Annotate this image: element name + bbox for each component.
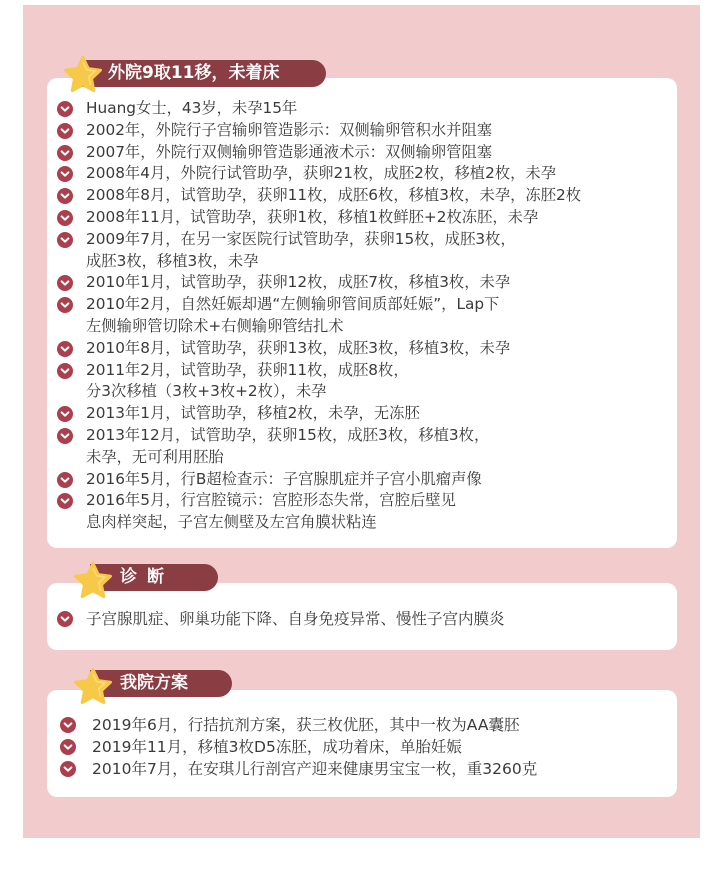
chevron-down-circle-icon [57,341,73,357]
chevron-down-circle-icon [57,123,73,139]
item-text: 2016年5月，行B超检查示：子宫腺肌症并子宫小肌瘤声像 [86,469,482,488]
list-item [57,425,672,469]
item-text: 2013年12月，试管助孕，获卵15枚，成胚3枚，移植3枚， [86,425,490,444]
list-item [57,360,672,404]
item-text: 2008年11月，试管助孕，获卵1枚，移植1枚鲜胚+2枚冻胚，未孕 [86,207,539,226]
star-icon [73,562,113,600]
item-text: 2009年7月，在另一家医院行试管助孕，获卵15枚，成胚3枚， [86,229,516,248]
chevron-down-circle-icon [57,297,73,313]
list-item [57,98,672,120]
item-text: 成胚3枚，移植3枚，未孕 [86,251,259,270]
section-title-diagnosis: 诊断 [90,564,218,591]
list-item [57,207,672,229]
item-text: 2013年1月，试管助孕，移植2枚，未孕，无冻胚 [86,404,420,423]
chevron-down-circle-icon [57,493,73,509]
list-item [57,403,672,425]
list-item [57,120,672,142]
item-text: 2011年2月，试管助孕，获卵11枚，成胚8枚， [86,360,409,379]
list-item [57,490,672,534]
item-text: 左侧输卵管切除术+右侧输卵管结扎术 [86,316,344,335]
list-item [57,338,672,360]
list-item [57,272,672,294]
item-text: 2019年6月，行拮抗剂方案，获三枚优胚，其中一枚为AA囊胚 [92,716,520,734]
item-text: 子宫腺肌症、卵巢功能下降、自身免疫异常、慢性子宫内膜炎 [86,610,505,628]
treatment-list [60,714,672,780]
chevron-down-circle-icon [57,101,73,117]
item-text: 2002年，外院行子宫输卵管造影示：双侧输卵管积水并阻塞 [86,120,493,139]
item-text: 2008年8月，试管助孕，获卵11枚，成胚6枚，移植3枚，未孕，冻胚2枚 [86,186,582,205]
item-text: 2010年7月，在安琪儿行剖宫产迎来健康男宝宝一枚，重3260克 [92,760,538,778]
diagnosis-list [57,608,672,630]
list-item [57,185,672,207]
chevron-down-circle-icon [57,232,73,248]
chevron-down-circle-icon [57,188,73,204]
item-text: 2010年1月，试管助孕，获卵12枚，成胚7枚，移植3枚，未孕 [86,273,511,292]
item-text: 未孕，无可利用胚胎 [86,447,224,466]
chevron-down-circle-icon [57,428,73,444]
chevron-down-circle-icon [57,611,73,627]
chevron-down-circle-icon [57,363,73,379]
chevron-down-circle-icon [57,275,73,291]
section-title-history: 外院9取11移，未着床 [80,60,326,87]
list-item [60,714,672,736]
chevron-down-circle-icon [57,166,73,182]
list-item [60,758,672,780]
chevron-down-circle-icon [57,406,73,422]
history-list [57,98,672,534]
list-item [57,608,672,630]
list-item [57,469,672,491]
chevron-down-circle-icon [60,761,76,777]
item-text: 息肉样突起，子宫左侧壁及左宫角膜状粘连 [86,513,377,532]
item-text: 分3次移植（3枚+3枚+2枚），未孕 [86,382,327,401]
chevron-down-circle-icon [60,739,76,755]
list-item [60,736,672,758]
item-text: Huang女士，43岁，未孕15年 [86,99,298,117]
chevron-down-circle-icon [57,472,73,488]
chevron-down-circle-icon [60,717,76,733]
chevron-down-circle-icon [57,145,73,161]
item-text: 2016年5月，行宫腔镜示：宫腔形态失常，宫腔后壁见 [86,491,456,510]
list-item [57,294,672,338]
list-item [57,163,672,185]
list-item [57,229,672,273]
item-text: 2007年，外院行双侧输卵管造影通液术示：双侧输卵管阻塞 [86,142,493,161]
star-icon [63,56,103,94]
section-title-treatment: 我院方案 [90,670,232,697]
item-text: 2010年8月，试管助孕，获卵13枚，成胚3枚，移植3枚，未孕 [86,338,511,357]
item-text: 2019年11月，移植3枚D5冻胚，成功着床，单胎妊娠 [92,738,462,756]
chevron-down-circle-icon [57,210,73,226]
item-text: 2008年4月，外院行试管助孕，获卵21枚，成胚2枚，移植2枚，未孕 [86,164,557,183]
star-icon [73,668,113,706]
list-item [57,142,672,164]
item-text: 2010年2月，自然妊娠却遇“左侧输卵管间质部妊娠”，Lap下 [86,295,500,314]
